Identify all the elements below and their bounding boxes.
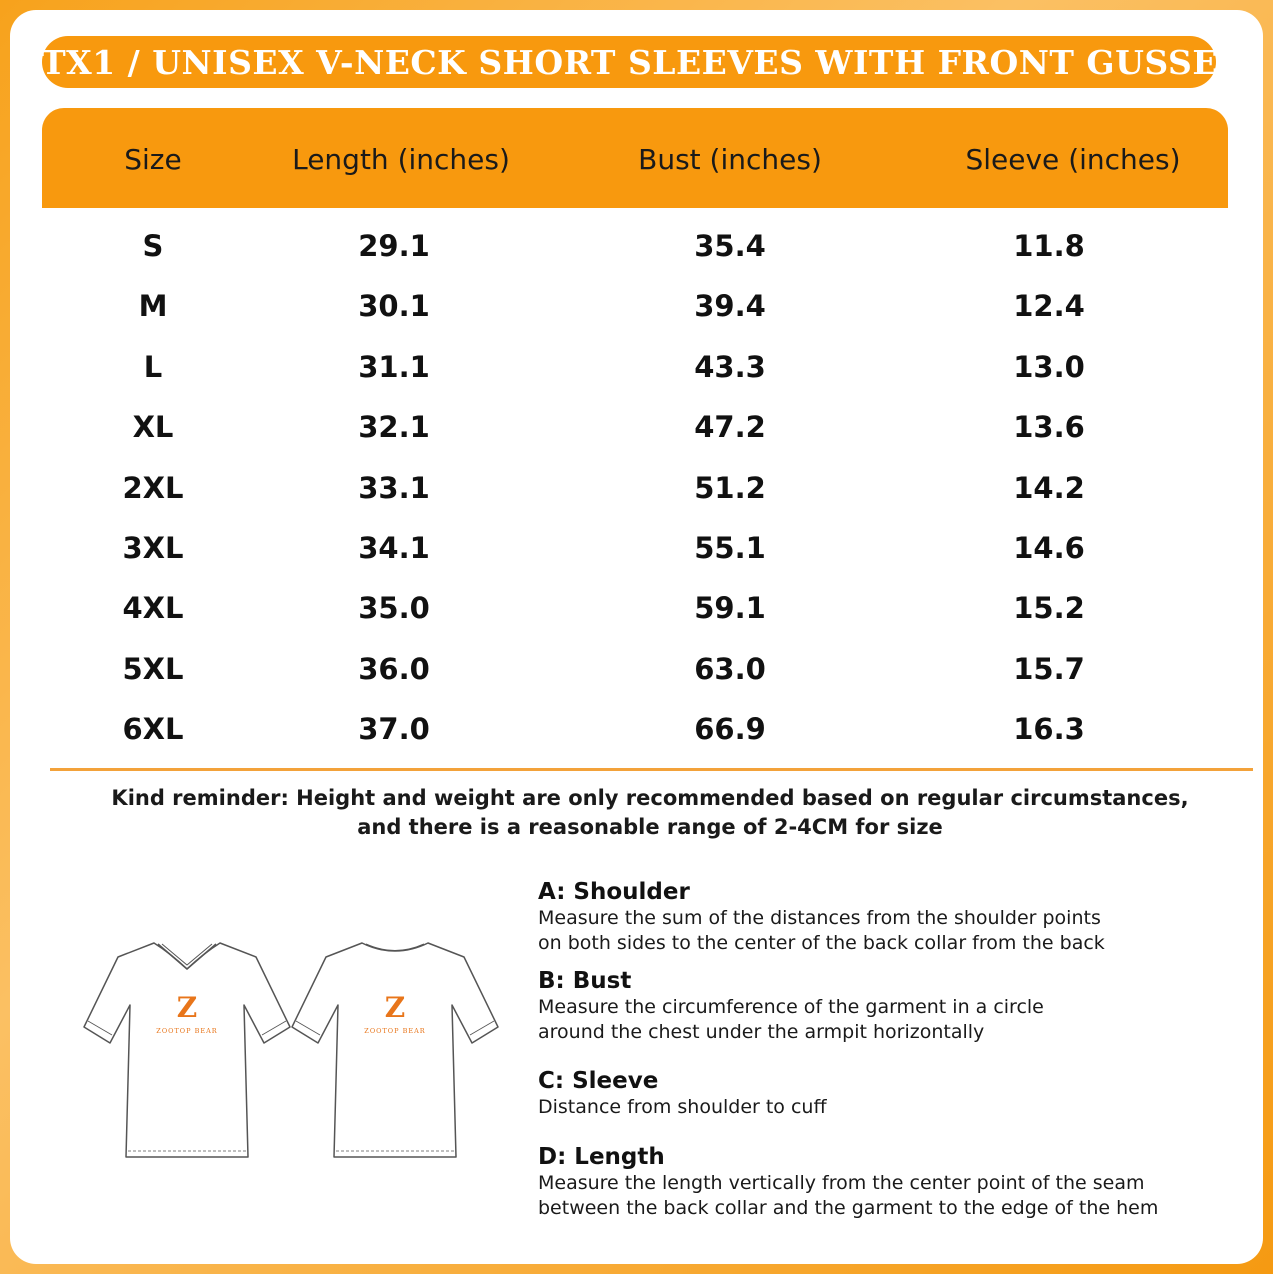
svg-text:Z: Z: [176, 991, 198, 1024]
bust-cell: 59.1: [694, 591, 766, 625]
size-cell: L: [143, 350, 163, 384]
bust-cell: 47.2: [694, 410, 766, 444]
sleeve-cell: 12.4: [1013, 289, 1085, 323]
measurement-text: Distance from shoulder to cuff: [538, 1096, 827, 1118]
sleeve-cell: 11.8: [1013, 229, 1085, 263]
sleeve-cell: 14.6: [1013, 531, 1085, 565]
measurement-shoulder: [538, 878, 1238, 955]
kind-reminder: [10, 784, 1263, 842]
measurement-text: on both sides to the center of the back collar from the back: [538, 931, 1105, 954]
header-bust: Bust (inches): [638, 143, 822, 176]
sleeve-cell: 15.7: [1013, 652, 1085, 686]
bust-cell: 43.3: [694, 350, 766, 384]
measurement-text: Measure the sum of the distances from the shoulder points: [538, 907, 1101, 929]
measurement-text: around the chest under the armpit horizontally: [538, 1020, 985, 1043]
page-title: VTX1 / UNISEX V-NECK SHORT SLEEVES WITH FRONT GUSSET: [14, 42, 1244, 82]
bust-cell: 66.9: [694, 712, 766, 746]
reminder-line-2: and there is a reasonable range of 2-4CM for size: [357, 815, 943, 839]
table-header: [42, 108, 1228, 208]
size-cell: S: [142, 229, 164, 263]
length-cell: 31.1: [358, 350, 430, 384]
measurement-title: C: Sleeve: [538, 1068, 659, 1094]
measurement-title: B: Bust: [538, 968, 632, 994]
tshirt-back-icon: [292, 943, 498, 1157]
front-logo-text: ZOOTOP BEAR: [156, 1027, 218, 1035]
table-row: [10, 518, 1263, 578]
sleeve-cell: 13.0: [1013, 350, 1085, 384]
table-row: [10, 458, 1263, 518]
table-row: [10, 578, 1263, 638]
length-cell: 34.1: [358, 531, 430, 565]
length-cell: 29.1: [358, 229, 430, 263]
sleeve-cell: 13.6: [1013, 410, 1085, 444]
measurement-sleeve: [538, 1067, 1238, 1120]
size-cell: 4XL: [122, 591, 184, 625]
table-row: [10, 639, 1263, 699]
header-length: Length (inches): [292, 143, 510, 176]
bust-cell: 51.2: [694, 471, 766, 505]
measurement-title: D: Length: [538, 1144, 665, 1170]
svg-text:Z: Z: [384, 991, 406, 1024]
size-cell: M: [138, 289, 168, 323]
title-banner: [14, 36, 1244, 88]
table-row: [10, 276, 1263, 336]
length-cell: 33.1: [358, 471, 430, 505]
header-size: Size: [124, 143, 182, 176]
sleeve-cell: 14.2: [1013, 471, 1085, 505]
section-divider: [50, 768, 1253, 771]
size-cell: 3XL: [122, 531, 184, 565]
size-cell: 2XL: [122, 471, 184, 505]
bust-cell: 55.1: [694, 531, 766, 565]
bust-cell: 35.4: [694, 229, 766, 263]
back-logo-text: ZOOTOP BEAR: [364, 1027, 426, 1035]
length-cell: 32.1: [358, 410, 430, 444]
length-cell: 35.0: [358, 591, 430, 625]
length-cell: 30.1: [358, 289, 430, 323]
size-chart-card: [10, 10, 1263, 1264]
bust-cell: 39.4: [694, 289, 766, 323]
sleeve-cell: 16.3: [1013, 712, 1085, 746]
sleeve-cell: 15.2: [1013, 591, 1085, 625]
tshirt-illustrations: [80, 935, 500, 1165]
tshirt-front-icon: [84, 943, 290, 1157]
size-cell: XL: [132, 410, 174, 444]
length-cell: 37.0: [358, 712, 430, 746]
measurement-length: [538, 1143, 1238, 1220]
measurement-text: between the back collar and the garment to the edge of the hem: [538, 1196, 1159, 1219]
measurement-bust: [538, 967, 1238, 1044]
measurement-text: Measure the length vertically from the center point of the seam: [538, 1172, 1145, 1194]
table-row: [10, 397, 1263, 457]
size-cell: 5XL: [122, 652, 184, 686]
length-cell: 36.0: [358, 652, 430, 686]
table-row: [10, 337, 1263, 397]
header-sleeve: Sleeve (inches): [965, 143, 1181, 176]
reminder-line-1: Kind reminder: Height and weight are only recommended based on regular circumstances,: [111, 786, 1189, 810]
table-row: [10, 699, 1263, 759]
measurement-text: Measure the circumference of the garment in a circle: [538, 996, 1044, 1018]
size-cell: 6XL: [122, 712, 184, 746]
table-row: [10, 216, 1263, 276]
measurement-title: A: Shoulder: [538, 879, 690, 905]
bust-cell: 63.0: [694, 652, 766, 686]
